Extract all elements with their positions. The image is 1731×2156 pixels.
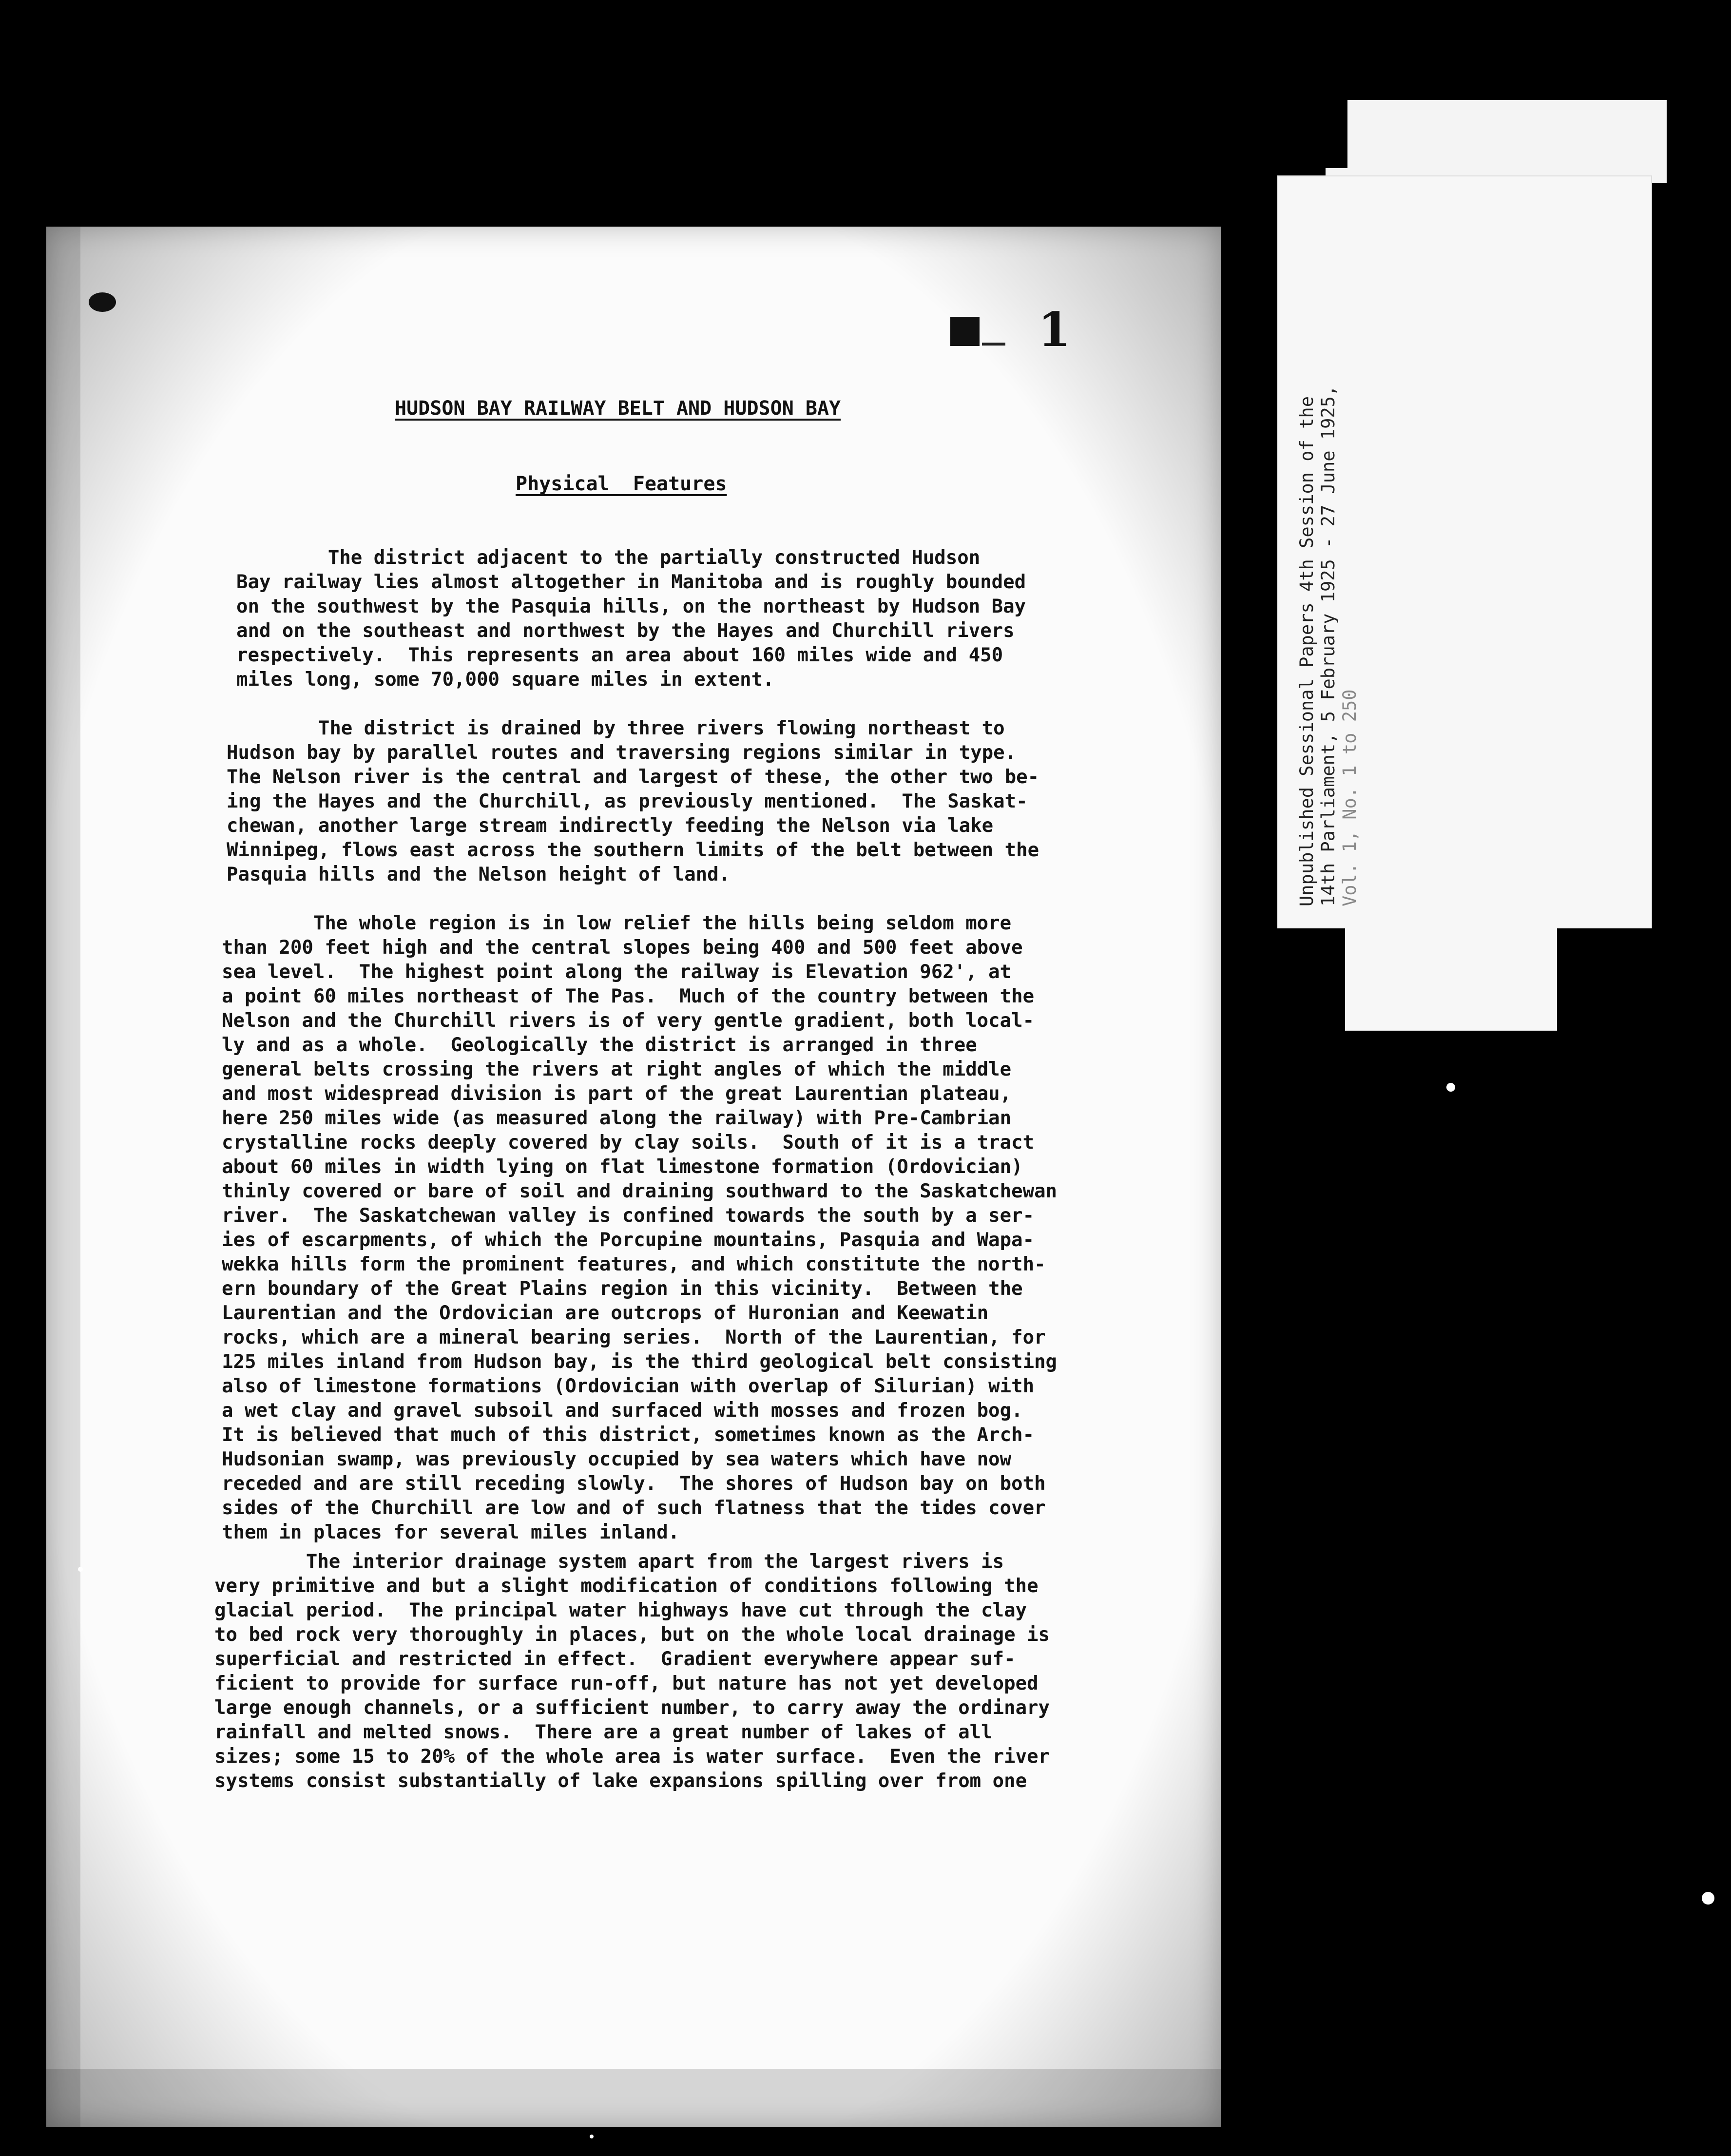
page-number-stamp-mark: [950, 317, 980, 346]
scan-speck: [590, 2135, 594, 2138]
section-heading: Physical Features: [516, 473, 727, 495]
archive-label-tab: [1326, 100, 1667, 183]
scan-speck: [78, 1567, 83, 1572]
archive-line: Unpublished Sessional Papers 4th Session of the: [1296, 396, 1317, 906]
scan-speck: [1446, 1083, 1455, 1092]
typed-document-page: [46, 227, 1221, 2127]
scan-speck: [1702, 1892, 1714, 1905]
archive-label-tab-notch: [1326, 100, 1347, 168]
archive-label-cutout: [1557, 928, 1654, 1033]
body-paragraph: The whole region is in low relief the hills being seldom more than 200 feet high and the central slopes being 400 and 500 feet above sea level. The highest point along the railway is Elevation 962', at a point 60 miles northeast of The Pas. Much of the country between the Nelson and the Churchill rivers is of very gentle gradient, both local- ly and as a whole. Geologically the district is arranged in three general belts crossing the rivers at right angles of which the middle and most widespread division is part of the great Laurentian plateau, here 250 miles wide (as measured along the railway) with Pre-Cambrian crystalline rocks deeply covered by clay soils. South of it is a tract about 60 miles in width lying on flat limestone formation (Ordovician) thinly covered or bare of soil and draining southward to the Saskatchewan river. The Saskatchewan valley is confined towards the south by a ser- ies of escarpments, of which the Porcupine mountains, Pasquia and Wapa- wekka hills form the prominent features, and which constitute the north- ern boundary of the Great Plains region in this vicinity. Between the Laurentian and the Ordovician are outcrops of Huronian and Keewatin rocks, which are a mineral bearing series. North of the Laurentian, for 125 miles inland from Hudson bay, is the third geological belt consisting also of limestone formations (Ordovician with overlap of Silurian) with a wet clay and gravel subsoil and surfaced with mosses and frozen bog. It is believed that much of this district, sometimes known as the Arch- Hudsonian swamp, was previously occupied by sea waters which have now receded and are still receding slowly. The shores of Hudson bay on both sides of the Churchill are low and of such flatness that the tides cover them in places for several miles inland.: [222, 912, 1058, 1543]
archive-line: 14th Parliament, 5 February 1925 - 27 June 1925,: [1318, 385, 1339, 906]
document-title: HUDSON BAY RAILWAY BELT AND HUDSON BAY: [395, 397, 841, 420]
body-paragraph: The district adjacent to the partially constructed Hudson Bay railway lies almost altogether in Manitoba and is roughly bounded on the southwest by the Pasquia hills, on the northeast by Hudson Bay and on the southeast and northwest by the Hayes and Churchill rivers respectively. This represents an area about 160 miles wide and 450 miles long, some 70,000 square miles in extent.: [236, 547, 1026, 691]
archive-reference-text: [1296, 385, 1361, 906]
archive-label-cutout: [1277, 928, 1345, 1033]
body-paragraph: The district is drained by three rivers flowing northeast to Hudson bay by parallel routes and traversing regions similar in type. The Nelson river is the central and largest of these, the other two be- ing the Hayes and the Churchill, as previously mentioned. The Saskat- chewan, another large stream indirectly feeding the Nelson via lake Winnipeg, flows east across the southern limits of the belt between the Pasquia hills and the Nelson height of land.: [227, 717, 1039, 886]
archive-line: Vol. 1, No. 1 to 250: [1339, 689, 1360, 906]
page-number-dash: [982, 343, 1005, 346]
page-number: 1: [1038, 302, 1073, 357]
body-paragraph: The interior drainage system apart from the largest rivers is very primitive and but a slight modification of conditions following the glacial period. The principal water highways have cut through the clay to bed rock very thoroughly in places, but on the whole local drainage is superficial and restricted in effect. Gradient everywhere appear suf- ficient to provide for surface run-off, but nature has not yet developed large enough channels, or a sufficient number, to carry away the ordinary rainfall and melted snows. There are a great number of lakes of all sizes; some 15 to 20% of the whole area is water surface. Even the river systems consist substantially of lake expansions spilling over from one: [214, 1551, 1050, 1792]
